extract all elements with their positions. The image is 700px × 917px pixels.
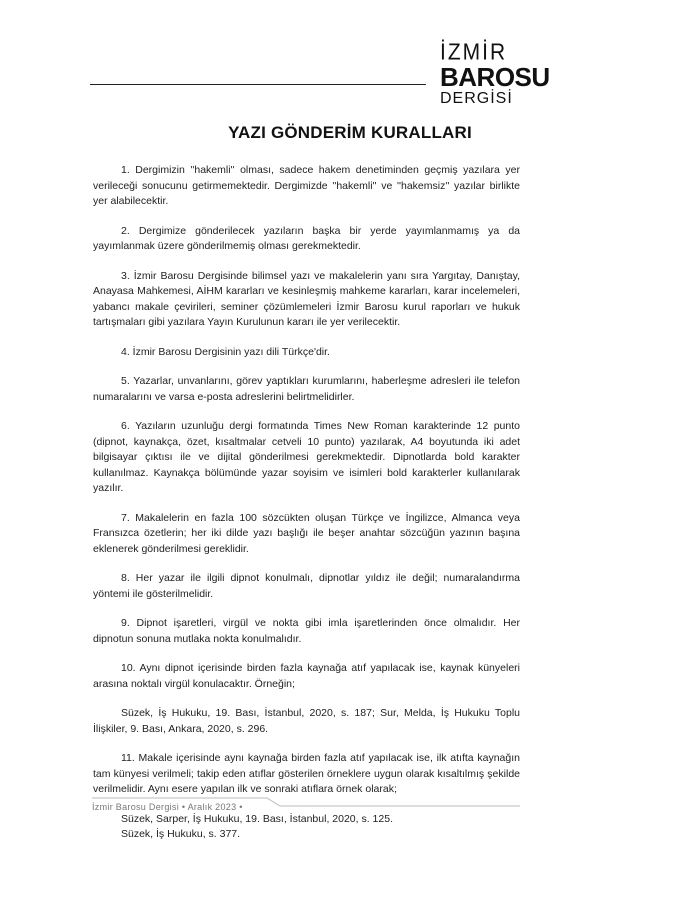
- rule-10: 10. Aynı dipnot içerisinde birden fazla kaynağa atıf yapılacak ise, kaynak künyeleri arasına noktalı virgül konulacaktır. Örneğin;: [93, 662, 520, 690]
- rule-9: 9. Dipnot işaretleri, virgül ve nokta gibi imla işaretlerinden önce olmalıdır. Her dipnotun sonuna mutlaka nokta konulmalıdır.: [93, 617, 520, 645]
- footer-text: İzmir Barosu Dergisi • Aralık 2023 •: [92, 802, 243, 812]
- example-citation-2b: Süzek, İş Hukuku, s. 377.: [121, 828, 241, 840]
- logo-line-1: İZMİR: [440, 39, 508, 66]
- logo-line-2: BAROSU: [440, 62, 550, 92]
- izmir-barosu-logo: [440, 39, 550, 107]
- rule-7: 7. Makalelerin en fazla 100 sözcükten oluşan Türkçe ve İngilizce, Almanca veya Fransızca özetlerin; her iki dilde yazı başlığı ile beşer anahtar sözcüğün yazının başına eklenerek gönderilmesi gereklidir.: [93, 511, 520, 555]
- rule-11: 11. Makale içerisinde aynı kaynağa birden fazla atıf yapılacak ise, ilk atıfta kaynağın tam künyesi verilmeli; takip eden atıflar gösterilen örneklere uygun olarak kısaltılmış şekilde verilmelidir. Aynı esere yapılan ilk ve sonraki atıflara örnek olarak;: [93, 752, 520, 795]
- header-rule: [90, 84, 426, 85]
- example-citation-2a: Süzek, Sarper, İş Hukuku, 19. Bası, İstanbul, 2020, s. 125.: [121, 812, 393, 825]
- rule-1: 1. Dergimizin ''hakemli'' olması, sadece hakem denetiminden geçmiş yazılara yer verileceği sonucunu getirmemektedir. Dergimizde ''hakemli'' ve ''hakemsiz'' yazılar birlikte yer alabilecektir.: [93, 164, 520, 207]
- example-citation-1: Süzek, İş Hukuku, 19. Bası, İstanbul, 2020, s. 187; Sur, Melda, İş Hukuku Toplu İlişkiler, 9. Bası, Ankara, 2020, s. 296.: [93, 707, 520, 735]
- rule-4: 4. İzmir Barosu Dergisinin yazı dili Türkçe'dir.: [121, 345, 330, 358]
- page-title: YAZI GÖNDERİM KURALLARI: [228, 123, 472, 142]
- rule-2: 2. Dergimize gönderilecek yazıların başka bir yerde yayımlanmamış ya da yayımlanmak üzere gönderilmemiş olması gerekmektedir.: [93, 224, 520, 252]
- rules-body: [93, 163, 520, 843]
- rule-5: 5. Yazarlar, unvanlarını, görev yaptıkları kurumlarını, haberleşme adresleri ile telefon numaralarını ve varsa e-posta adreslerini belirtmelidirler.: [93, 375, 520, 403]
- rule-8: 8. Her yazar ile ilgili dipnot konulmalı, dipnotlar yıldız ile değil; numaralandırma yöntemi ile gösterilmelidir.: [93, 572, 520, 600]
- logo-line-3: DERGİSİ: [440, 90, 513, 107]
- rule-3: 3. İzmir Barosu Dergisinde bilimsel yazı ve makalelerin yanı sıra Yargıtay, Danıştay, Anayasa Mahkemesi, AİHM kararları ve kesinleşmiş mahkeme kararları, karar incelemeleri, yabancı makale çevirileri, seminer çözümlemeleri İzmir Barosu kurul raporları ve hukuk tartışmaları gibi yazılara Yayın Kurulunun kararı ile yer verilecektir.: [93, 269, 520, 328]
- rule-6: 6. Yazıların uzunluğu dergi formatında Times New Roman karakterinde 12 punto (dipnot, kaynakça, özet, kısaltmalar cetveli 10 punto) yazılarak, A4 boyutunda iki adet bilgisayar çıktısı ile ve dijital gönderilmesi gerekmektedir. Dipnotlarda bold karakter kullanılmaz. Kaynakça bölümünde yazar soyisim ve isimleri bold karakterler kullanılarak yazılır.: [93, 420, 520, 494]
- example-citations-2: [93, 812, 520, 843]
